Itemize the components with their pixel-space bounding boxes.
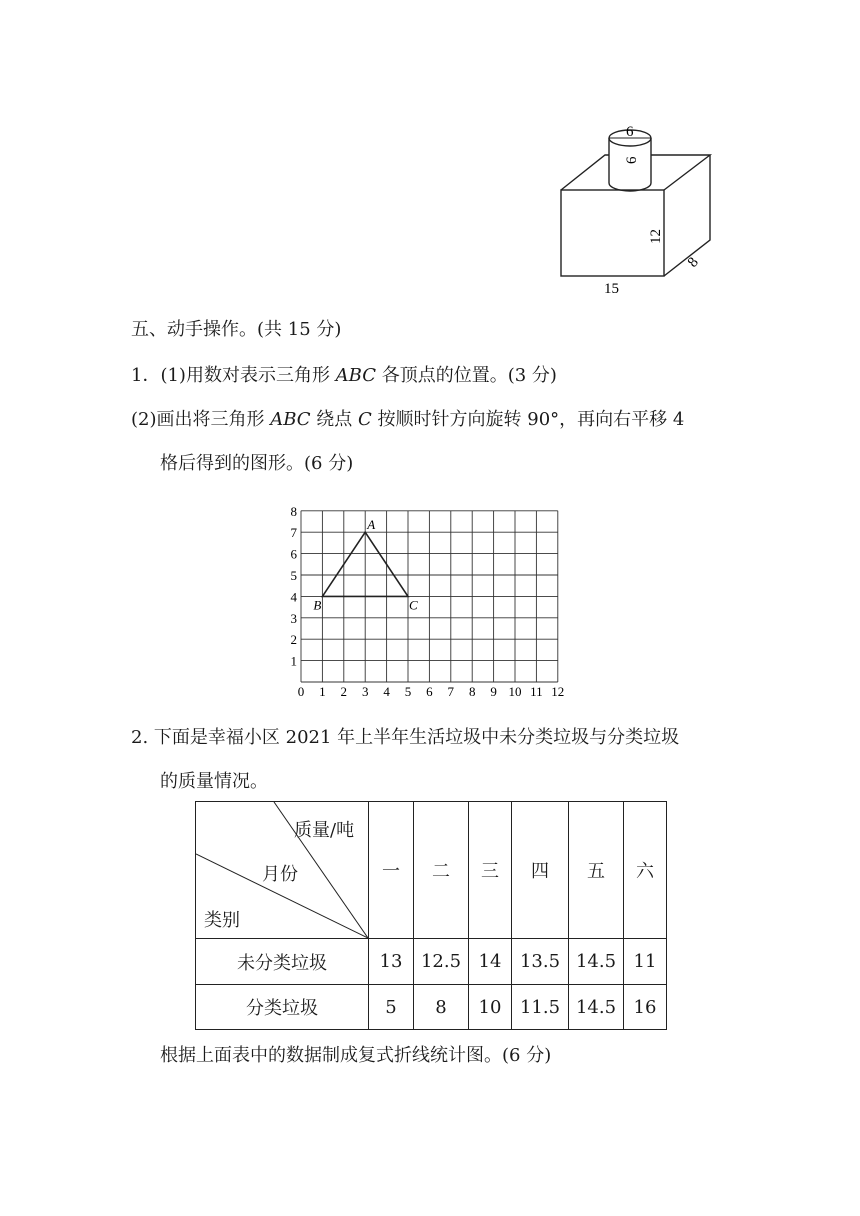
x-tick-label: 6	[426, 684, 433, 699]
value-cell: 11.5	[512, 985, 569, 1030]
q1-part2: (2)画出将三角形 ABC 绕点 C 按顺时针方向旋转 90°，再向右平移 4	[131, 409, 685, 430]
x-tick-label: 7	[447, 684, 455, 699]
value-cell: 14.5	[569, 985, 624, 1030]
x-tick-label: 5	[404, 684, 412, 699]
x-tick-label: 3	[361, 684, 369, 699]
x-tick-label: 10	[508, 684, 522, 699]
header-month: 月份	[262, 864, 298, 885]
box-height-label: 12	[648, 229, 664, 244]
box-length-label: 15	[604, 281, 619, 297]
q2-line1: 2. 下面是幸福小区 2021 年上半年生活垃圾中未分类垃圾与分类垃圾	[131, 727, 680, 748]
y-tick-label: 3	[290, 610, 297, 626]
q1-part2-line2: 格后得到的图形。(6 分)	[160, 453, 354, 474]
point-label-b: B	[313, 597, 322, 613]
value-cell: 13.5	[512, 939, 569, 985]
cylinder-diameter-label: 6	[626, 124, 634, 140]
month-cell: 六	[624, 802, 667, 939]
table-row	[196, 985, 667, 1030]
value-cell: 11	[624, 939, 667, 985]
table-header-row	[196, 802, 667, 939]
cylinder-height-label: 6	[624, 156, 640, 164]
y-tick-label: 8	[290, 503, 297, 519]
q2-line2: 的质量情况。	[160, 771, 268, 792]
table-row	[196, 939, 667, 985]
month-cell: 一	[369, 802, 414, 939]
y-tick-label: 6	[290, 546, 297, 562]
q1-number: 1．	[131, 365, 161, 386]
header-category: 类别	[204, 910, 240, 931]
value-cell: 14	[469, 939, 512, 985]
value-cell: 10	[469, 985, 512, 1030]
month-cell: 二	[414, 802, 469, 939]
y-tick-label: 2	[290, 632, 297, 648]
garbage-table	[195, 801, 667, 1030]
x-tick-label: 2	[340, 684, 348, 699]
x-tick-label: 12	[551, 684, 565, 699]
triangle-name: ABC	[335, 365, 377, 386]
row-label: 分类垃圾	[196, 985, 369, 1030]
value-cell: 8	[414, 985, 469, 1030]
x-tick-label: 0	[297, 684, 305, 699]
value-cell: 16	[624, 985, 667, 1030]
box-depth-label: 8	[684, 254, 702, 271]
month-cell: 三	[469, 802, 512, 939]
solid-figure	[548, 118, 728, 298]
point-label-a: A	[367, 517, 376, 533]
y-tick-label: 4	[290, 589, 297, 605]
x-tick-label: 9	[490, 684, 497, 699]
q1-part1: 1．(1)用数对表示三角形 ABC 各顶点的位置。(3 分)	[131, 365, 557, 386]
value-cell: 14.5	[569, 939, 624, 985]
x-tick-label: 4	[383, 684, 390, 699]
y-tick-label: 1	[290, 653, 297, 669]
x-tick-label: 8	[468, 684, 476, 699]
q2-task: 根据上面表中的数据制成复式折线统计图。(6 分)	[160, 1045, 552, 1066]
value-cell: 13	[369, 939, 414, 985]
row-label: 未分类垃圾	[196, 939, 369, 985]
y-tick-label: 7	[290, 525, 297, 541]
header-quantity: 质量/吨	[294, 820, 355, 841]
value-cell: 12.5	[414, 939, 469, 985]
x-tick-label: 11	[530, 684, 543, 699]
diagonal-header-cell	[196, 802, 369, 939]
value-cell: 5	[369, 985, 414, 1030]
point-label-c: C	[409, 597, 418, 613]
month-cell: 五	[569, 802, 624, 939]
y-tick-label: 5	[290, 568, 297, 583]
month-cell: 四	[512, 802, 569, 939]
section-heading: 五、动手操作。(共 15 分)	[131, 319, 342, 340]
x-tick-label: 1	[319, 684, 326, 699]
coordinate-grid	[284, 502, 574, 702]
